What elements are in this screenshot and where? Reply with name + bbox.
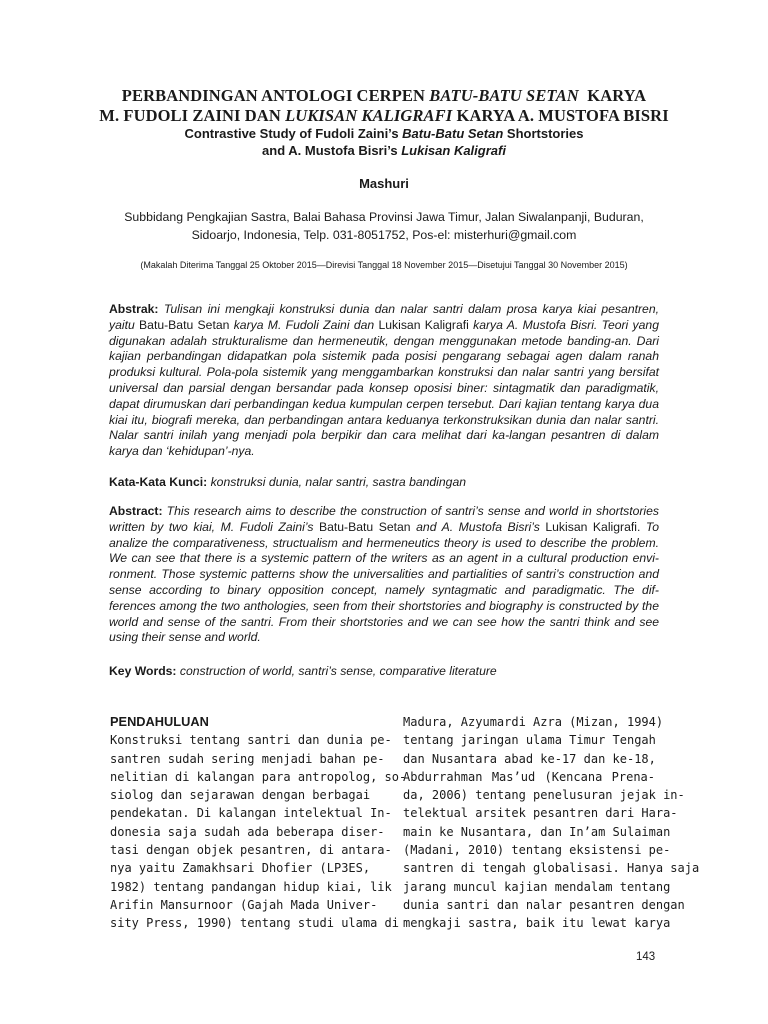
title-text: PERBANDINGAN ANTOLOGI CERPEN [121, 86, 430, 105]
body-line: 1982) tentang pandangan hidup kiai, lik [110, 879, 392, 894]
body-line: dunia santri dan nalar pesantren dengan [403, 897, 685, 912]
abstract-text: karya A. Mustofa Bisri. Teori yang digunakan adalah strukturalisme dan hermeneutik, dengan menggunakan metode banding-an. Dari kajian perbandingan didapatkan pola sistemik pada posisi pengarang sebagai agen dalam ranah produksi kultural. Pola-pola sistemik yang menggambarkan konstruksi dan nalar santri yang bersifat universal dan parsial dengan bersandar pada konsep oposisi biner: sintagmatik dan paradigmatik, dapat dirumuskan dari perbandingan kedua kumpulan cerpen tersebut. Dari kajian tentang karya dua kiai itu, biografi mereka, dan perbandingan antara keduanya terkonstruksikan dunia dan nalar santri. Nalar santri inilah yang menjadi pola berpikir dan cara melihat dari ka-langan pesantren di dalam karya dan ‘kehidupan’-nya. [109, 317, 659, 459]
abstract-text: To analize the comparativeness, structualism and hermeneutics theory is used to describe the problem. We can see that there is a systemic pattern of the writers as an agent in a cultural production envi-ronment. Those systemic patterns show the universalities and partialities of santri’s construction and sense according to binary opposition concept, namely syntagmatic and paradigmatic. The dif-ferences among the two anthologies, seen from their shortstories and biography is constructed by the world and sense of the santri. From their shortstories and we can see how the santri think and see using their sense and world. [109, 519, 660, 645]
body-line: pendekatan. Di kalangan intelektual In- [110, 806, 392, 821]
keywords-english [109, 664, 659, 680]
abstract-book-title: Lukisan Kaligrafi. [545, 519, 641, 534]
body-line: Arifin Mansurnoor (Gajah Mada Univer- [110, 897, 378, 912]
subtitle-text: Contrastive Study of Fudoli Zaini’s [184, 126, 403, 141]
body-line: santren sudah sering menjadi bahan pe- [110, 751, 385, 766]
keywords-text: construction of world, santri’s sense, comparative literature [176, 664, 497, 678]
affiliation-line: Sidoarjo, Indonesia, Telp. 031-8051752, Pos-el: misterhuri@gmail.com [191, 228, 577, 242]
subtitle-italic: Lukisan Kaligrafi [401, 143, 506, 158]
body-line: dan Nusantara abad ke-17 dan ke-18, [403, 751, 656, 766]
body-line: (Madani, 2010) tentang eksistensi pe- [403, 843, 671, 858]
abstract-label: Abstrak: [109, 302, 159, 316]
body-line: santren di tengah globalisasi. Hanya saja [403, 861, 700, 876]
body-line: donesia saja sudah ada beberapa diser- [110, 824, 385, 839]
affiliation-line: Subbidang Pengkajian Sastra, Balai Bahasa Provinsi Jawa Timur, Jalan Siwalanpanji, Buduran, [124, 210, 644, 224]
body-column-right [403, 713, 700, 933]
page-number: 143 [636, 951, 656, 963]
body-line: Konstruksi tentang santri dan dunia pe- [110, 733, 392, 748]
abstract-book-title: Batu-Batu Setan [318, 519, 411, 534]
body-line: sity Press, 1990) tentang studi ulama di [110, 916, 399, 931]
body-line: jarang muncul kajian mendalam tentang [403, 879, 671, 894]
abstract-book-title: Lukisan Kaligrafi [378, 317, 469, 332]
abstract-text: and A. Mustofa Bisri’s [410, 519, 546, 534]
body-line: telektual arsitek pesantren dari Hara- [403, 806, 678, 821]
title-text: KARYA A. MUSTOFA BISRI [452, 106, 669, 125]
body-line: nelitian di kalangan para antropolog, so- [110, 769, 407, 784]
body-line: Abdurrahman Mas’ud (Kencana Prena- [403, 769, 655, 784]
abstract-text: This research aims to describe the construction of santri’s sense and world in shortstories written by two kiai, M. Fudoli Zaini’s [109, 504, 659, 534]
submission-dates: (Makalah Diterima Tanggal 25 Oktober 2015—Direvisi Tanggal 18 November 2015—Disetujui Tanggal 30 November 2015) [140, 260, 628, 270]
body-line: tentang jaringan ulama Timur Tengah [403, 733, 656, 748]
title-italic: BATU-BATU SETAN [429, 86, 579, 105]
body-line: main ke Nusantara, dan In’am Sulaiman [403, 824, 671, 839]
subtitle-line-1 [60, 125, 708, 142]
abstract-label: Abstract: [109, 504, 163, 518]
english-title [60, 125, 708, 159]
body-line: da, 2006) tentang penelusuran jejak in- [403, 788, 685, 803]
keywords-label: Kata-Kata Kunci: [109, 475, 208, 489]
title-text: KARYA [578, 86, 647, 105]
subtitle-line-2 [60, 142, 708, 159]
section-heading: PENDAHULUAN [110, 714, 209, 729]
title-text: M. FUDOLI ZAINI DAN [99, 106, 286, 125]
title-line-1 [60, 86, 708, 106]
author-name: Mashuri [359, 176, 409, 191]
abstract-english [109, 504, 659, 646]
abstract-indonesian [109, 302, 659, 460]
abstract-text: Tulisan ini mengkaji konstruksi dunia dan nalar santri dalam prosa karya kiai pesantren, yaitu [109, 302, 659, 332]
body-line: mengkaji sastra, baik itu lewat karya [403, 916, 671, 931]
body-line: nya yaitu Zamakhsari Dhofier (LP3ES, [110, 861, 371, 876]
body-line: Madura, Azyumardi Azra (Mizan, 1994) [403, 715, 664, 729]
author-affiliation [95, 208, 673, 244]
title-line-2 [60, 106, 708, 126]
subtitle-italic: Batu-Batu Setan [402, 126, 504, 141]
abstract-text: karya M. Fudoli Zaini dan [229, 317, 379, 332]
subtitle-text: and A. Mustofa Bisri’s [262, 143, 402, 158]
article-title [60, 86, 708, 126]
keywords-text: konstruksi dunia, nalar santri, sastra bandingan [207, 475, 466, 489]
subtitle-text: Shortstories [503, 126, 584, 141]
abstract-book-title: Batu-Batu Setan [139, 317, 230, 332]
keywords-indonesian [109, 475, 659, 491]
title-italic: LUKISAN KALIGRAFI [285, 106, 453, 125]
keywords-label: Key Words: [109, 664, 177, 678]
body-column-left [110, 713, 407, 933]
body-line: tasi dengan objek pesantren, di antara- [110, 843, 392, 858]
body-line: siolog dan sejarawan dengan berbagai [110, 788, 371, 803]
